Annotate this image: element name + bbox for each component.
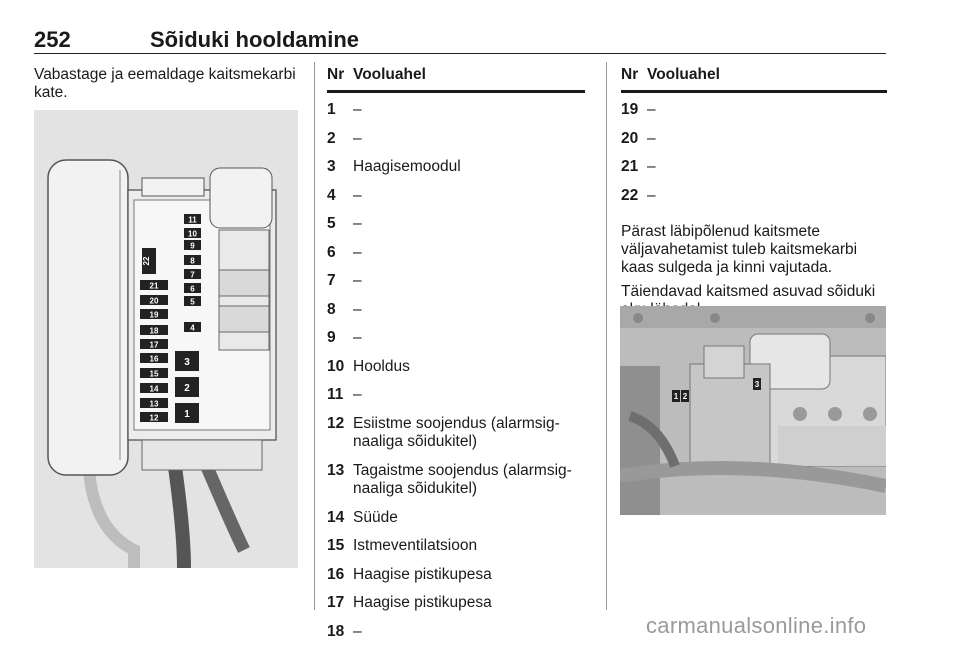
fuse-label-7: [184, 269, 201, 280]
row-number: 8: [327, 301, 336, 319]
row-number: 22: [621, 187, 638, 205]
row-number: 2: [327, 130, 336, 148]
fuse-label-5-text: 5: [190, 298, 195, 307]
table-row: [327, 211, 585, 240]
header-circuit: Vooluahel: [353, 66, 426, 84]
table-row: [327, 411, 585, 458]
row-circuit: –: [647, 130, 879, 148]
row-circuit: Haagisemoodul: [353, 158, 585, 176]
intro-text: Vabastage ja eemaldage kaitsmekarbi kate.: [34, 66, 304, 102]
table-row: [327, 297, 585, 326]
row-circuit: –: [353, 301, 585, 319]
table-row: [327, 458, 585, 505]
header-nr: Nr: [621, 66, 638, 84]
table-row: [327, 240, 585, 269]
fuse-box-illustration: [34, 110, 298, 568]
row-circuit: –: [353, 130, 585, 148]
row-number: 10: [327, 358, 344, 376]
fuse-label-21: [140, 280, 168, 291]
table-row: [327, 619, 585, 647]
row-circuit: –: [353, 215, 585, 233]
fuse-label-7-text: 7: [190, 271, 195, 280]
row-circuit: Haagise pistikupesa: [353, 594, 585, 612]
fuse-label-12: [140, 412, 168, 423]
row-number: 11: [327, 386, 343, 404]
fuse-label-19-text: 19: [150, 311, 159, 320]
table-row: [327, 562, 585, 591]
column-divider-2: [606, 62, 607, 610]
row-number: 21: [621, 158, 638, 176]
row-number: 3: [327, 158, 336, 176]
battery-fuse-label-2-text: 2: [683, 392, 688, 401]
fuse-label-13-text: 13: [150, 400, 159, 409]
row-circuit: –: [647, 158, 879, 176]
row-number: 4: [327, 187, 336, 205]
fuse-label-17-text: 17: [150, 341, 159, 350]
row-circuit: –: [647, 187, 879, 205]
row-circuit: –: [353, 623, 585, 641]
table-row: [327, 382, 585, 411]
row-number: 15: [327, 537, 344, 555]
fuse-label-9: [184, 240, 201, 251]
fuse-label-5: [184, 296, 201, 307]
fuse-label-2-text: 2: [184, 383, 190, 394]
fuse-label-14: [140, 383, 168, 394]
row-number: 5: [327, 215, 336, 233]
row-circuit: Tagaistme soojendus (alarmsig-naaliga sõidukitel): [353, 462, 585, 498]
fuse-label-6-text: 6: [190, 285, 195, 294]
row-number: 20: [621, 130, 638, 148]
watermark: carmanualsonline.info: [646, 613, 866, 639]
fuse-label-20-text: 20: [150, 297, 159, 306]
fuse-label-1: [175, 403, 199, 423]
page-number: 252: [34, 27, 71, 53]
fuse-label-17: [140, 339, 168, 350]
table-row: [327, 154, 585, 183]
row-circuit: Istmeventilatsioon: [353, 537, 585, 555]
row-number: 16: [327, 566, 344, 584]
table-row: [327, 126, 585, 155]
row-circuit: Esiistme soojendus (alarmsig-naaliga sõidukitel): [353, 415, 585, 451]
row-circuit: –: [353, 329, 585, 347]
row-number: 19: [621, 101, 638, 119]
table-header: [621, 66, 887, 93]
fuse-label-22-text: 22: [142, 256, 151, 265]
row-circuit: –: [353, 386, 585, 404]
fuse-label-2: [175, 377, 199, 397]
fuse-label-11: [184, 214, 201, 225]
fuse-label-16-text: 16: [150, 355, 159, 364]
fuse-label-15: [140, 368, 168, 379]
fuse-label-18: [140, 325, 168, 336]
row-circuit: –: [647, 101, 879, 119]
row-number: 12: [327, 415, 344, 433]
row-number: 6: [327, 244, 336, 262]
fuse-label-8: [184, 255, 201, 266]
row-number: 1: [327, 101, 336, 119]
row-number: 14: [327, 509, 344, 527]
table-row: [327, 533, 585, 562]
row-number: 9: [327, 329, 336, 347]
page-title: Sõiduki hooldamine: [150, 27, 359, 53]
page-header: [34, 27, 886, 54]
fuse-label-19: [140, 309, 168, 320]
fuse-box-drawing: [34, 110, 298, 568]
table-row: [327, 97, 585, 126]
table-row: [621, 97, 887, 126]
row-circuit: –: [353, 101, 585, 119]
battery-fuse-illustration: [620, 306, 886, 515]
fuse-label-14-text: 14: [150, 385, 159, 394]
table-row: [327, 505, 585, 534]
fuse-label-3-text: 3: [184, 357, 190, 368]
battery-fuse-label-1: [672, 390, 680, 402]
row-circuit: –: [353, 272, 585, 290]
table-row: [621, 183, 887, 212]
fuse-label-1-text: 1: [184, 409, 190, 420]
row-circuit: Haagise pistikupesa: [353, 566, 585, 584]
fuse-label-3: [175, 351, 199, 371]
row-number: 7: [327, 272, 336, 290]
row-circuit: Hooldus: [353, 358, 585, 376]
fuse-label-12-text: 12: [150, 414, 159, 423]
fuse-table-left: [327, 66, 585, 647]
row-circuit: –: [353, 244, 585, 262]
battery-fuse-label-3: [753, 378, 761, 390]
fuse-label-9-text: 9: [190, 242, 195, 251]
table-row: [621, 154, 887, 183]
fuse-label-10-text: 10: [188, 230, 197, 239]
fuse-label-10: [184, 228, 201, 239]
row-number: 13: [327, 462, 344, 480]
fuse-label-4: [184, 322, 201, 333]
fuse-label-4-text: 4: [190, 324, 195, 333]
fuse-label-21-text: 21: [150, 282, 159, 291]
table-row: [327, 590, 585, 619]
table-row: [327, 325, 585, 354]
paragraph-fuse-replacement: Pärast läbipõlenud kaitsmete väljavahetamist tuleb kaitsmekarbi kaas sulgeda ja kinni vajutada.: [621, 223, 887, 277]
fuse-label-20: [140, 295, 168, 306]
fuse-label-6: [184, 283, 201, 294]
table-header: [327, 66, 585, 93]
fuse-label-8-text: 8: [190, 257, 195, 266]
paragraph-additional-fuses: Täiendavad kaitsmed asuvad sõiduki: [621, 283, 887, 319]
battery-area-drawing: [620, 306, 886, 515]
header-nr: Nr: [327, 66, 344, 84]
column-divider-1: [314, 62, 315, 610]
fuse-label-13: [140, 398, 168, 409]
row-number: 17: [327, 594, 344, 612]
fuse-table-right: [621, 66, 887, 319]
row-number: 18: [327, 623, 344, 641]
table-row: [621, 126, 887, 155]
fuse-label-11-text: 11: [188, 216, 197, 225]
fuse-label-16: [140, 353, 168, 364]
fuse-label-15-text: 15: [150, 370, 159, 379]
table-row: [327, 268, 585, 297]
fuse-label-22: [142, 248, 156, 274]
battery-fuse-label-3-text: 3: [755, 380, 760, 389]
battery-fuse-label-2: [681, 390, 689, 402]
fuse-label-18-text: 18: [150, 327, 159, 336]
header-circuit: Vooluahel: [647, 66, 720, 84]
table-row: [327, 183, 585, 212]
row-circuit: –: [353, 187, 585, 205]
row-circuit: Süüde: [353, 509, 585, 527]
table-row: [327, 354, 585, 383]
battery-fuse-label-1-text: 1: [674, 392, 679, 401]
